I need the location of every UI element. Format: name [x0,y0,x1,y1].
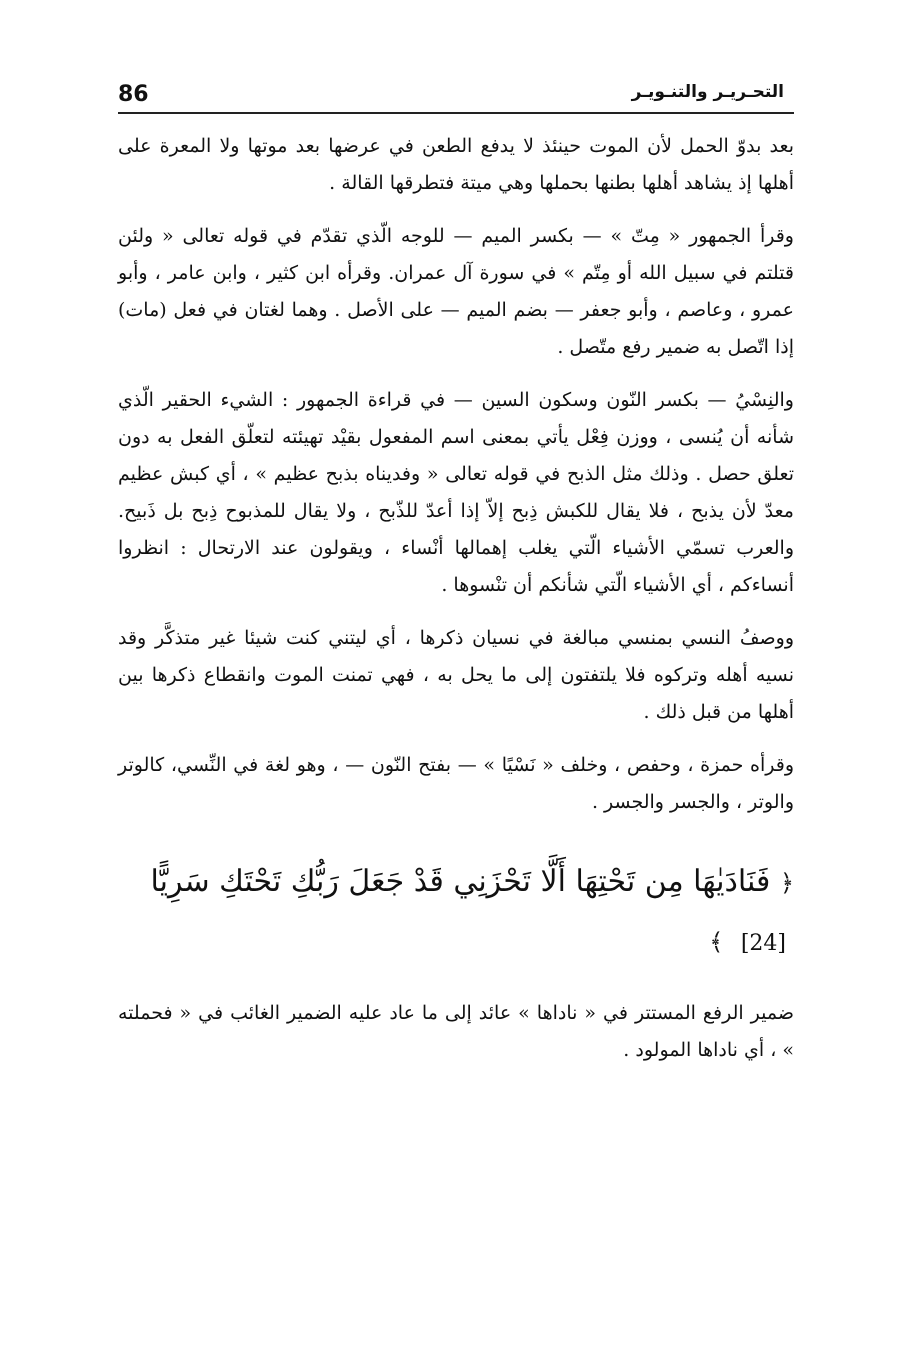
page-body [118,128,794,1085]
quran-verse [118,853,794,973]
running-title: التحـريـر والتنـويـر [631,82,784,102]
paragraph-4: ووصفُ النسي بمنسي مبالغة في نسيان ذكرها ، أي ليتني كنت شيئا غير متذكَّر وقد نسيه أهله وتركوه فلا يلتفتون إلى ما يحل به ، فهي تمنت الموت وانقطاع ذكرها بين أهلها من قبل ذلك . [118,627,794,723]
verse-close-ornament: ﴾ [709,928,724,956]
paragraph-3: والنِسْيُ — بكسر النّون وسكون السين — في قراءة الجمهور : الشيء الحقير الّذي شأنه أن يُنسى ، ووزن فِعْل يأتي بمعنى اسم المفعول بقيْد تهيئته لتعلّق الفعل به دون تعلق حصل . وذلك مثل الذبح في قوله تعالى « وفديناه بذبح عظيم » ، أي كبش عظيم معدّ لأن يذبح ، فلا يقال للكبش ذِبح إلاّ إذا أعدّ للذّبح ، ولا يقال للمذبوح ذِبح بل ذَبيح. والعرب تسمّي الأشياء الّتي يغلب إهمالها أنْساء ، ويقولون عند الارتحال : انظروا أنساءكم ، أي الأشياء الّتي شأنكم أن تنْسوها . [118,389,794,596]
paragraph-1: بعد بدوّ الحمل لأن الموت حينئذ لا يدفع الطعن في عرضها بعد موتها ولا المعرة على أهلها إذ يشاهد أهلها بطنها بحملها وهي ميتة فتطرقها القالة . [118,135,794,194]
paragraph-2: وقرأ الجمهور « مِتّ » — بكسر الميم — للوجه الّذي تقدّم في قوله تعالى « ولئن قتلتم في سبيل الله أو مِتّم » في سورة آل عمران. وقرأه ابن كثير ، وابن عامر ، وأبو عمرو ، وعاصم ، وأبو جعفر — بضم الميم — على الأصل . وهما لغتان في فعل (مات) إذا اتّصل به ضمير رفع متّصل . [118,225,794,358]
paragraph-5: وقرأه حمزة ، وحفص ، وخلف « نَسْيًا » — بفتح النّون — ، وهو لغة في النِّسي، كالوتر والوتر ، والجسر والجسر . [118,754,794,813]
verse-text: فَنَادَيٰهَا مِن تَحْتِهَا أَلَّا تَحْزَنِي قَدْ جَعَلَ رَبُّكِ تَحْتَكِ سَرِيًّا [150,864,771,899]
page-header [118,78,794,114]
header-rule [118,112,794,114]
page-number: 86 [118,82,149,107]
verse-open-ornament: ﴿ [779,869,794,897]
verse-number: [24] [740,931,786,956]
commentary-paragraph: ضمير الرفع المستتر في « ناداها » عائد إلى ما عاد عليه الضمير الغائب في « فحملته » ، أي ناداها المولود . [118,1002,794,1061]
